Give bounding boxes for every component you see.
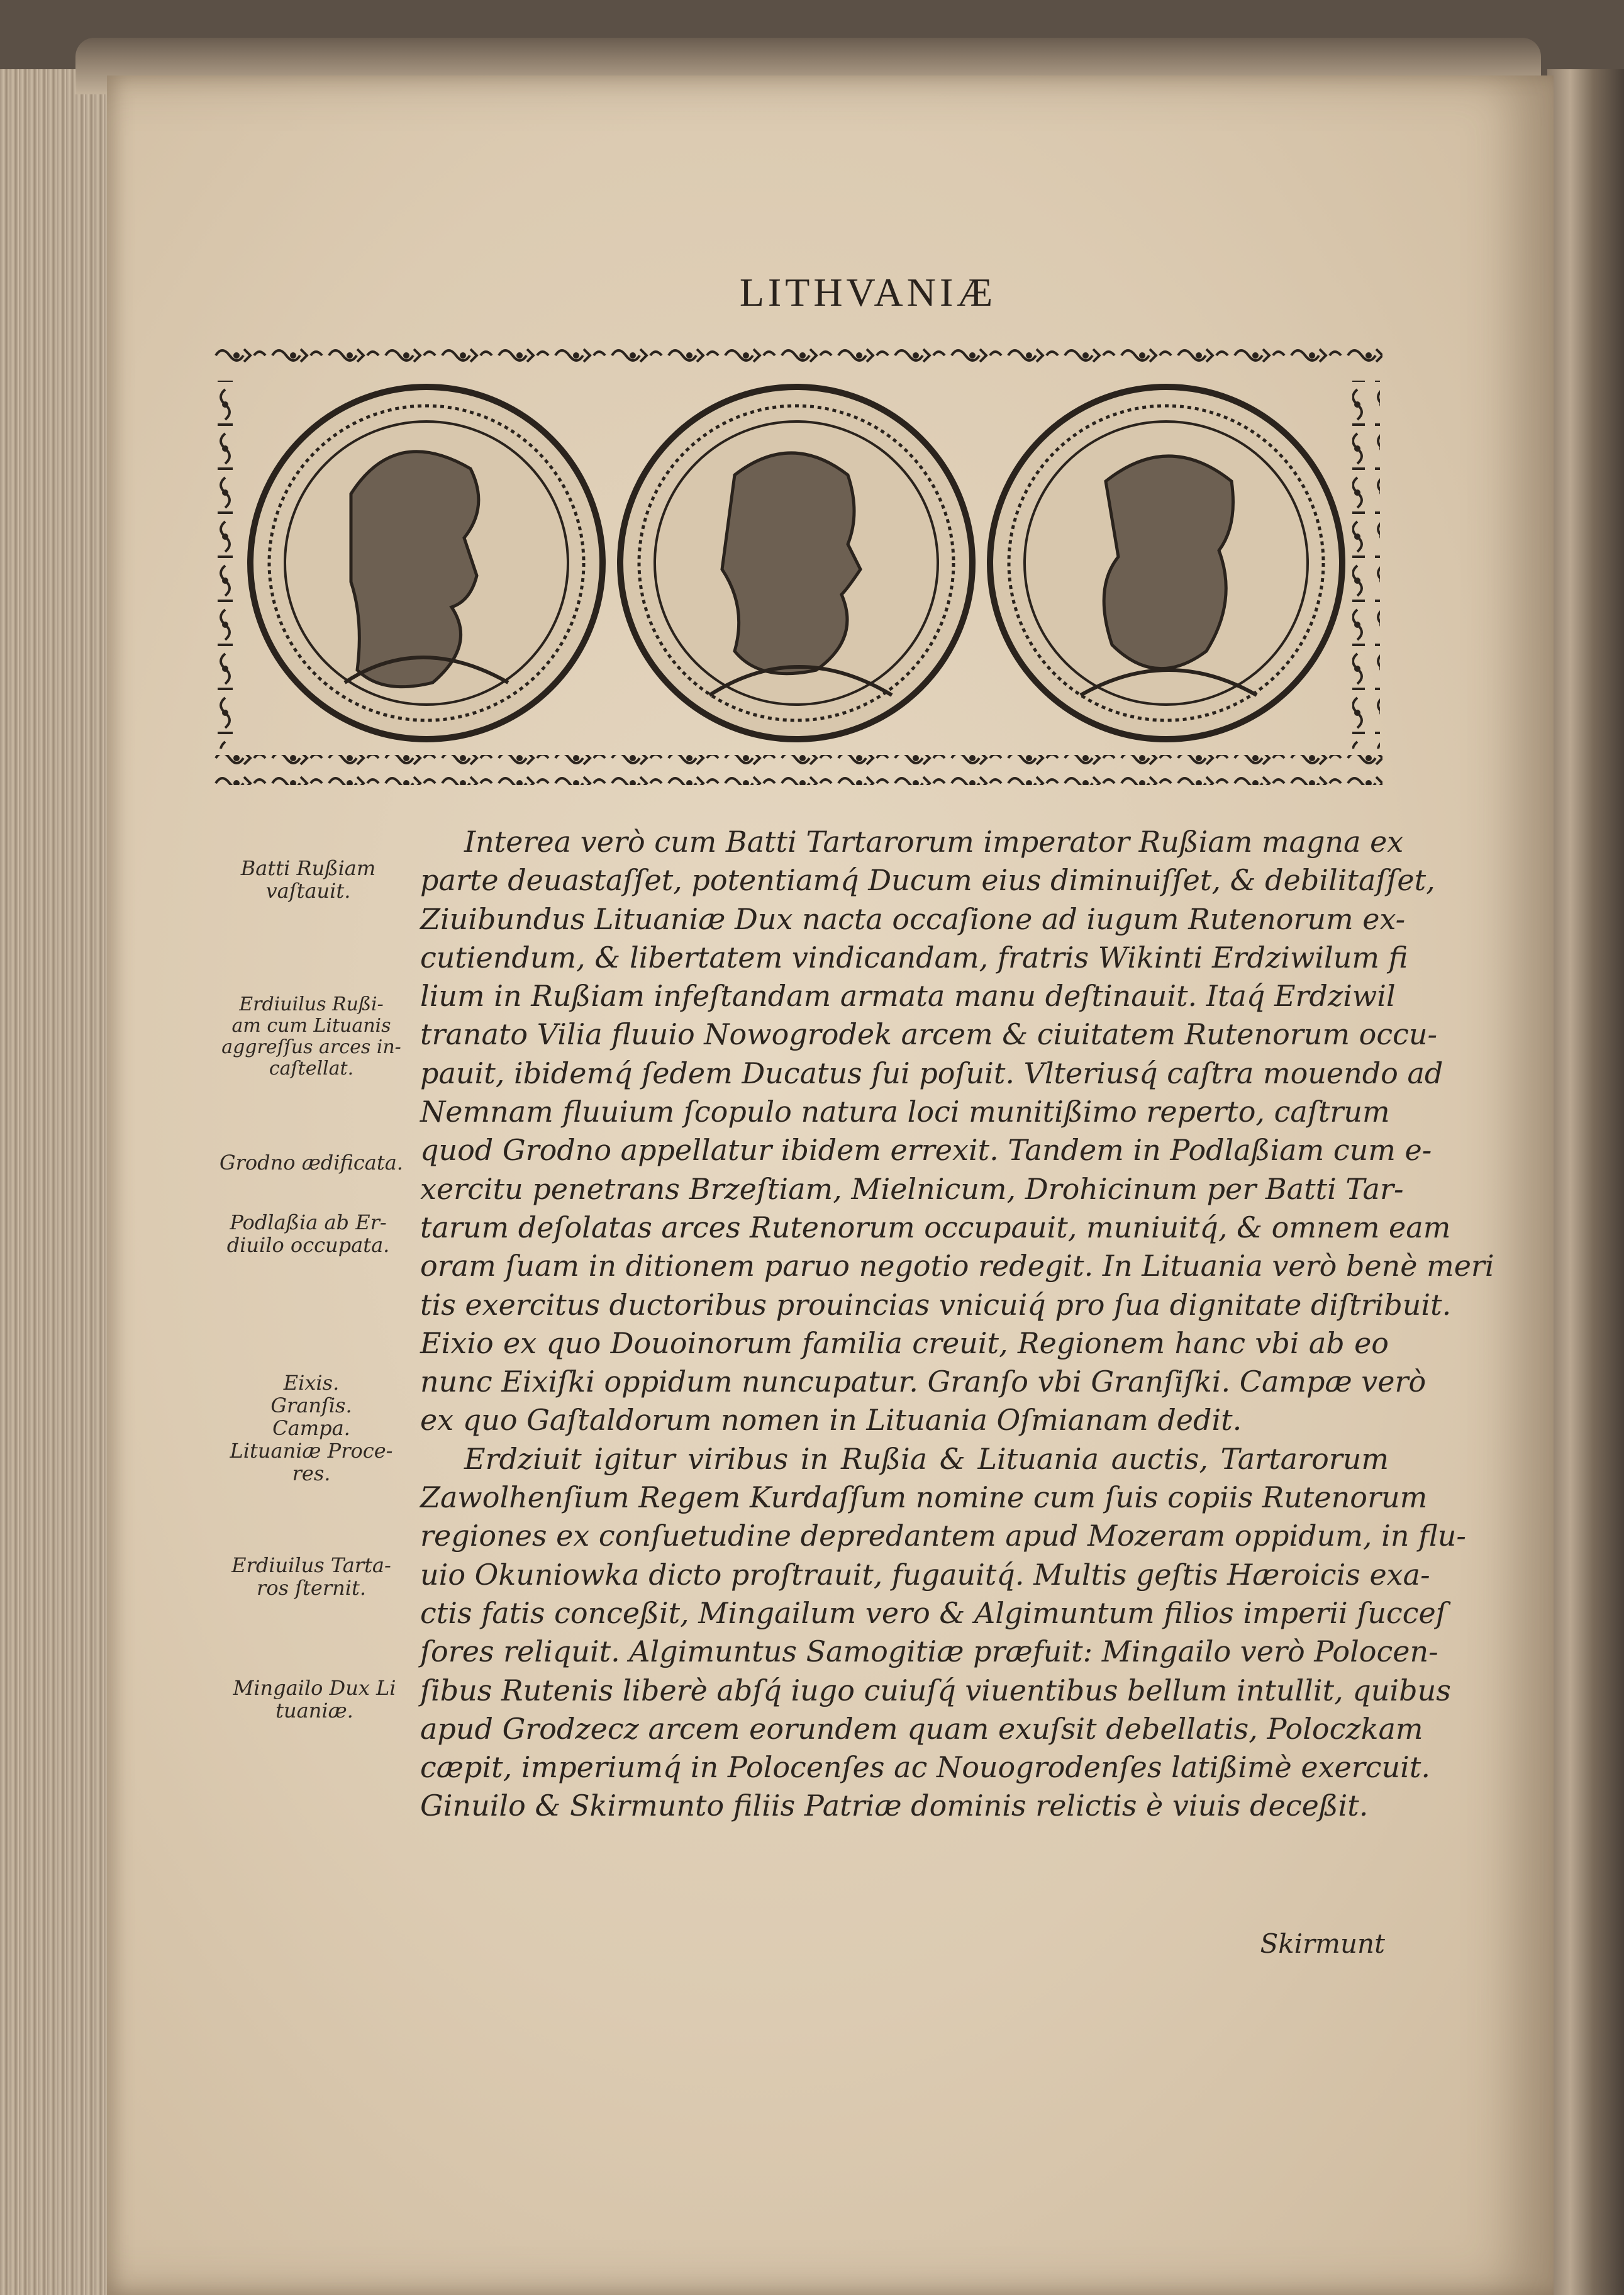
margin-note-line: Grodno ædificata.	[220, 1151, 403, 1175]
text-line: xercitu penetrans Brzeſtiam, Mielnicum, Drohicinum per Batti Tar-	[420, 1171, 1404, 1206]
crowned-bearded-man-portrait-icon	[620, 387, 972, 739]
margin-note-line: aggreſſus arces in-	[221, 1036, 401, 1058]
text-line: parte deuastaſſet, potentiamq́ Ducum eius diminuiſſet, & debilitaſſet,	[420, 863, 1435, 898]
woodcut-illustration	[213, 343, 1382, 786]
margin-note	[211, 994, 412, 1080]
margin-note	[211, 1151, 412, 1174]
margin-note-line: Campa.	[272, 1416, 350, 1440]
margin-note-line: res.	[292, 1461, 331, 1485]
text-line: Ginuilo & Skirmunto filiis Patriæ dominis relictis è viuis deceßit.	[420, 1789, 1369, 1823]
margin-note-line: caſtellat.	[269, 1058, 354, 1080]
helmeted-bearded-man-portrait-icon	[250, 387, 603, 739]
text-line: Erdziuit igitur viribus in Rußia & Lituania auctis, Tartarorum	[464, 1441, 1389, 1476]
margin-note-line: ros ſternit.	[257, 1576, 366, 1600]
margin-note	[208, 1211, 409, 1256]
text-line: ſores reliquit. Algimuntus Samogitiæ præfuit: Mingailo verò Polocen-	[420, 1634, 1438, 1669]
margin-note-line: Mingailo Dux Li	[233, 1676, 396, 1700]
text-line: lium in Rußiam infeſtandam armata manu deſtinauit. Itaq́ Erdziwil	[420, 979, 1396, 1013]
book-gutter-edge	[1547, 69, 1624, 2295]
margin-note-line: tuaniæ.	[275, 1699, 353, 1723]
text-line: tis exercitus ductoribus prouincias vnicuiq́ pro ſua dignitate diſtribuit.	[420, 1287, 1452, 1322]
running-head: LITHVANIÆ	[739, 270, 997, 315]
margin-note-line: Erdiuilus Rußi-	[239, 993, 384, 1015]
text-line: Ziuibundus Lituaniæ Dux nacta occaſione ad iugum Rutenorum ex-	[420, 902, 1406, 936]
margin-note-line: Lituaniæ Proce-	[230, 1439, 393, 1463]
text-line: pauit, ibidemq́ ſedem Ducatus ſui poſuit. Vlteriusq́ caſtra mouendo ad	[420, 1056, 1443, 1090]
main-text	[420, 823, 1494, 1826]
old-bearded-man-portrait-icon	[990, 387, 1342, 739]
text-line: Eixio ex quo Douoinorum familia creuit, Regionem hanc vbi ab eo	[420, 1326, 1389, 1360]
catchword: Skirmunt	[1260, 1928, 1385, 1959]
text-line: ex quo Gaſtaldorum nomen in Lituania Oſmianam dedit.	[420, 1403, 1242, 1438]
margin-note-line: Erdiuilus Tarta-	[231, 1553, 391, 1577]
margin-note	[214, 1677, 415, 1722]
text-line: cæpit, imperiumq́ in Polocenſes ac Nouogrodenſes latißimè exercuit.	[420, 1750, 1430, 1785]
book-page-edges	[0, 69, 120, 2295]
text-line: Nemnam fluuium ſcopulo natura loci munitißimo reperto, caſtrum	[420, 1095, 1390, 1129]
margin-note-line: vaſtauit.	[265, 879, 351, 903]
margin-note	[211, 1371, 412, 1485]
text-line: apud Grodzecz arcem eorundem quam exuſsit debellatis, Poloczkam	[420, 1711, 1423, 1746]
text-line: Zawolhenſium Regem Kurdaſſum nomine cum ſuis copiis Rutenorum	[420, 1480, 1428, 1515]
text-line: Interea verò cum Batti Tartarorum imperator Rußiam magna ex	[464, 825, 1404, 859]
text-line: tranato Vilia fluuio Nowogrodek arcem & ciuitatem Rutenorum occu-	[420, 1017, 1438, 1052]
text-line: uio Okuniowka dicto proſtrauit, fugauitq́. Multis geſtis Hæroicis exa-	[420, 1557, 1430, 1592]
text-line: regiones ex conſuetudine depredantem apud Mozeram oppidum, in flu-	[420, 1519, 1466, 1553]
text-line: oram ſuam in ditionem paruo negotio redegit. In Lituania verò benè meri	[420, 1249, 1494, 1283]
text-line: ctis fatis conceßit, Mingailum vero & Algimuntum filios imperii ſucceſ	[420, 1595, 1447, 1630]
text-line: nunc Eixiſki oppidum nuncupatur. Granſo vbi Granſiſki. Campæ verò	[420, 1365, 1427, 1399]
margin-note	[211, 1554, 412, 1599]
text-line: quod Grodno appellatur ibidem errexit. Tandem in Podlaßiam cum e-	[420, 1133, 1432, 1168]
margin-note-line: Granſis.	[270, 1393, 352, 1417]
text-line: cutiendum, & libertatem vindicandam, fratris Wikinti Erdziwilum fi	[420, 940, 1408, 974]
margin-note-line: diuilo occupata.	[226, 1233, 390, 1257]
text-line: tarum deſolatas arces Rutenorum occupauit, muniuitq́, & omnem eam	[420, 1210, 1451, 1244]
margin-note	[208, 857, 409, 902]
margin-note-line: Batti Rußiam	[240, 856, 376, 880]
margin-note-line: Eixis.	[283, 1371, 340, 1395]
text-line: ſibus Rutenis liberè abſq́ iugo cuiuſq́ viuentibus bellum intullit, quibus	[420, 1673, 1451, 1707]
margin-note-line: am cum Lituanis	[231, 1015, 391, 1037]
margin-note-line: Podlaßia ab Er-	[230, 1210, 387, 1234]
